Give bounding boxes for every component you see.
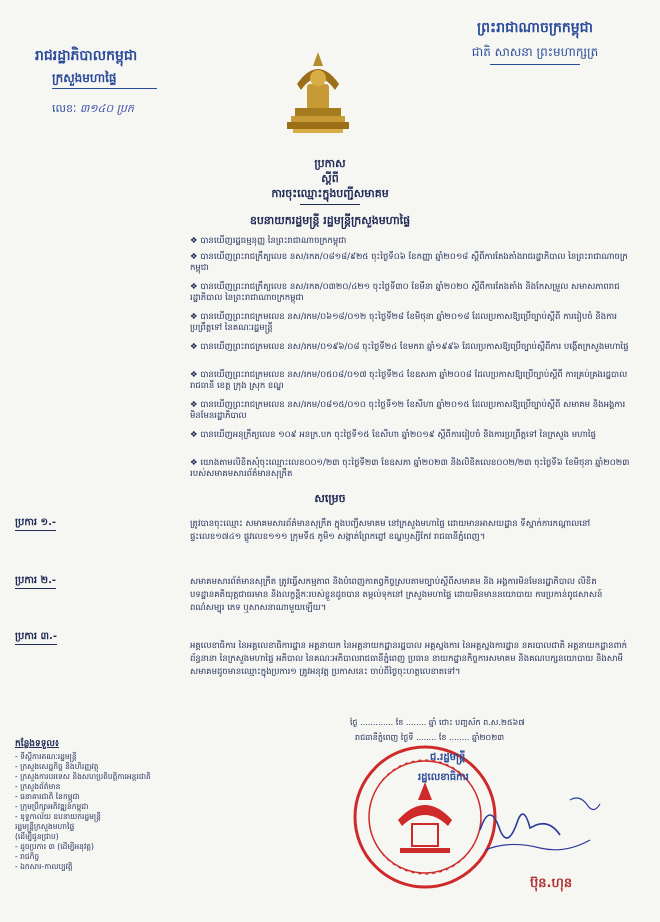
issuer-title: ឧបនាយករដ្ឋមន្ត្រី រដ្ឋមន្ត្រីក្រសួងមហាផ្ទៃ [249, 214, 411, 227]
royal-emblem [283, 48, 353, 148]
preamble-item: ❖ បានឃើញអនុក្រឹត្យលេខ ១០៩ អនក្រ.បក ចុះថ្ងៃទី១៥ ខែសីហា ឆ្នាំ២០១៩ ស្ដីពីការរៀបចំ និងការប្រព្រឹត្តទៅ នៃក្រសួង មហាផ្ទៃ [190, 430, 596, 440]
cc-item: - ក្រសួងសេដ្ឋកិច្ច និងហិរញ្ញវត្ថុ [15, 762, 99, 771]
cc-item: - ក្រសួងការបរទេស និងសហប្រតិបត្តិការអន្តរជាតិ [15, 772, 151, 781]
kingdom-title: ព្រះរាជាណាចក្រកម្ពុជា [476, 20, 593, 36]
cc-item: - ដូចប្រការ ៣ (ដើម្បីអនុវត្ត) [15, 842, 94, 851]
preamble-item: ❖ បានឃើញព្រះរាជក្រមលេខ នស/រកម/០៨១៥/០១០ ចុះថ្ងៃទី១២ ខែសីហា ឆ្នាំ២០១៥ ដែលប្រកាសឱ្យប្រើច្បាប់ស្ដីពី សមាគម និងអង្គការមិនមែនរដ្ឋាភិបាល [190, 400, 626, 421]
cc-list [15, 752, 185, 872]
kingdom-motto: ជាតិ សាសនា ព្រះមហាក្សត្រ [471, 45, 599, 59]
cc-item: - ក្រសួងព័ត៌មាន [15, 782, 61, 791]
ref-label: លេខៈ [52, 102, 77, 115]
article-2-text: សមាគមសារព័ត៌មានសុក្រឹត ត្រូវធ្វើសកម្មភាព និងបំពេញកាតព្វកិច្ចស្របតាមច្បាប់ស្ដីពីសមាគម និង អង្គការមិនមែនរដ្ឋាភិបាល លិខិតបទដ្ឋានគតិយុត្តជាធរមាន និងលក្ខន្តិកៈរបស់ខ្លួនដូចបាន តម្កល់ទុកនៅ ក្រសួងមហាផ្ទៃ ដោយមិនមាននយោបាយ ការប្រកាន់ពូជសាសន៍ ពណ៌សម្បុរ ភេទ ឬសាសនាណាមួយឡើយ។ [190, 577, 603, 613]
reference-number [52, 102, 232, 118]
cc-item: - ខុទ្ទកាល័យ ឧបនាយករដ្ឋមន្ត្រី [15, 812, 101, 821]
article-3-text: អគ្គលេខាធិការ នៃអគ្គលេខាធិការដ្ឋាន អគ្គនាយក នៃអគ្គនាយកដ្ឋានរដ្ឋបាល អគ្គស្នងការ នៃអគ្គស្នងការដ្ឋាន នគរបាលជាតិ អគ្គនាយកដ្ឋានពាក់ព័ន្ធនានា នៃក្រសួងមហាផ្ទៃ អភិបាល នៃគណៈអភិបាលរាជធានីភ្នំពេញ ប្រធាន នាយកដ្ឋានកិច្ចការសមាគម និងគណបក្សនយោបាយ និងសាមីសមាគមដូចមានឈ្មោះក្នុងប្រការ១ ត្រូវអនុវត្ត ប្រកាសនេះ ចាប់ពីថ្ងៃចុះហត្ថលេខាតទៅ។ [190, 641, 628, 677]
article-3-label: ប្រការ ៣.- [15, 629, 57, 645]
subject-label: ស្ដីពី [321, 172, 339, 185]
preamble-item: ❖ បានឃើញព្រះរាជក្រមលេខ នស/រកម/០១៩៦/០៨ ចុះថ្ងៃទី២៤ ខែមករា ឆ្នាំ១៩៩៦ ដែលប្រកាសឱ្យប្រើច្បាប់ស្ដីពីការ បង្កើតក្រសួងមហាផ្ទៃ [190, 342, 629, 352]
lunar-date-line: ថ្ងៃ ............. ខែ ........ ឆ្នាំ ថោះ បញ្ចស័ក ព.ស.២៥៦៧ [350, 718, 525, 727]
cc-item: - ឯកសារ-កាលប្បវត្តិ [15, 862, 73, 871]
cc-item: រដ្ឋមន្ត្រីក្រសួងមហាផ្ទៃ [15, 822, 75, 831]
article-1-label: ប្រការ ១.- [15, 515, 56, 531]
cc-item: - រាជកិច្ច [15, 852, 40, 861]
cc-item: - ទីស្ដីការគណៈរដ្ឋមន្ត្រី [15, 752, 77, 761]
document-subject: ការចុះឈ្មោះក្នុងបញ្ជីសមាគម [271, 187, 389, 200]
ministry-underline [52, 88, 157, 89]
title-divider [300, 204, 360, 205]
preamble-item: ❖ បានឃើញព្រះរាជក្រមលេខ នស/រកម/០៦១៨/០១២ ចុះថ្ងៃទី២៨ ខែមិថុនា ឆ្នាំ២០១៨ ដែលប្រកាសឱ្យប្រើច្បាប់ស្ដីពី ការរៀបចំ និងការប្រព្រឹត្តទៅ នៃគណៈរដ្ឋមន្ត្រី [190, 312, 617, 333]
preamble-item: ❖ បានឃើញព្រះរាជក្រមលេខ នស/រកម/០៥០៨/០១៧ ចុះថ្ងៃទី២៤ ខែឧសភា ឆ្នាំ២០០៨ ដែលប្រកាសឱ្យប្រើច្បាប់ស្ដីពី ការគ្រប់គ្រងរដ្ឋបាលរាជធានី ខេត្ត ក្រុង ស្រុក ខណ្ឌ [190, 370, 628, 391]
cc-item: - ក្រុមប្រឹក្សាអភិវឌ្ឍន៍កម្ពុជា [15, 802, 89, 811]
preamble-item: ❖ បានឃើញរដ្ឋធម្មនុញ្ញ នៃព្រះរាជាណាចក្រកម្ពុជា [190, 236, 347, 246]
cc-item: (ដើម្បីជូនជ្រាប) [15, 832, 59, 841]
handwritten-signature [470, 790, 610, 870]
cc-heading: កន្លែងទទួល៖ [15, 739, 59, 749]
preamble-item: ❖ បានឃើញព្រះរាជក្រឹត្យលេខ នស/រកត/០៨១៨/៩២៥ ចុះថ្ងៃទី០៦ ខែកញ្ញា ឆ្នាំ២០១៨ ស្ដីពីការតែងតាំងរាជរដ្ឋាភិបាល នៃព្រះរាជាណាចក្រកម្ពុជា [190, 252, 628, 273]
signatory-name: ប៊ុន.ហុន [530, 876, 573, 891]
article-1-text: ត្រូវបានចុះឈ្មោះ សមាគមសារព័ត៌មានសុក្រឹត ក្នុងបញ្ជីសមាគម នៅក្រសួងមហាផ្ទៃ ដោយមានអាសយដ្ឋាន ទីស្នាក់ការកណ្ដាលនៅផ្ទះលេខ១៧៤១ ផ្លូវលេខ១១១ ក្រុមទី៥ ភូមិ១ សង្កាត់ព្រែកព្នៅ ខណ្ឌឫស្សីកែវ រាជធានីភ្នំពេញ។ [190, 519, 591, 542]
ministry-title: ក្រសួងមហាផ្ទៃ [52, 71, 117, 85]
cc-item: - ធនាគារជាតិ នៃកម្ពុជា [15, 792, 80, 801]
document-type: ប្រកាស [314, 157, 346, 170]
motto-divider [490, 64, 580, 65]
government-title: រាជរដ្ឋាភិបាលកម្ពុជា [35, 48, 138, 64]
article-2-label: ប្រការ ២.- [15, 573, 56, 589]
on-behalf-label: ជ.រដ្ឋមន្ត្រី [430, 752, 466, 763]
preamble-item: ❖ បានឃើញព្រះរាជក្រឹត្យលេខ នស/រកត/០៣២០/៤២១ ចុះថ្ងៃទី៣០ ខែមីនា ឆ្នាំ២០២០ ស្ដីពីការតែងតាំង និងកែសម្រួល សមាសភាពរាជរដ្ឋាភិបាល នៃព្រះរាជាណាចក្រកម្ពុជា [190, 282, 620, 303]
solar-date-line: រាជធានីភ្នំពេញ ថ្ងៃទី ........ ខែ ........ ឆ្នាំ២០២៣ [355, 733, 505, 742]
preamble-item: ❖ យោងតាមលិខិតសុំចុះឈ្មោះលេខ០០១/២៣ ចុះថ្ងៃទី២៣ ខែឧសភា ឆ្នាំ២០២៣ និងលិខិតលេខ០០២/២៣ ចុះថ្ងៃទី៦ ខែមិថុនា ឆ្នាំ២០២៣ របស់សមាគមសារព័ត៌មានសុក្រឹត [190, 458, 630, 479]
decides-heading: សម្រេច [314, 492, 346, 505]
signatory-title: រដ្ឋលេខាធិការ [418, 772, 469, 783]
ref-value: ៣១៤០ ប្រក [79, 102, 134, 115]
